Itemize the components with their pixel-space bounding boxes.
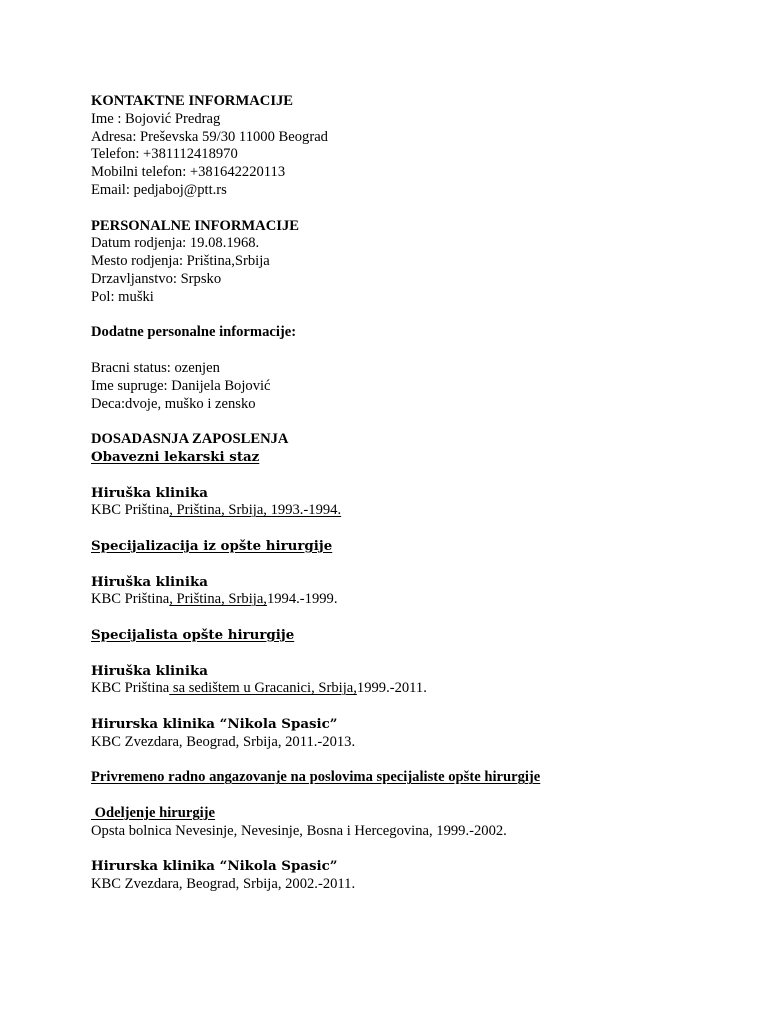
personal-citizenship: Drzavljanstvo: Srpsko — [91, 270, 222, 287]
additional-marital: Bracni status: ozenjen — [91, 359, 220, 376]
contact-name: Ime : Bojović Predrag — [91, 110, 221, 127]
contact-mobile: Mobilni telefon: +381642220113 — [91, 164, 286, 181]
entry-org: Hirurska klinika “Nikola Spasic” — [91, 858, 338, 875]
entry-detail-plain: KBC Priština — [91, 502, 170, 519]
section-title: Specijalizacija iz opšte hirurgije — [91, 537, 333, 554]
entry-detail-tail: 1994.-1999. — [266, 591, 338, 608]
contact-phone: Telefon: +381112418970 — [91, 146, 238, 163]
personal-sex: Pol: muški — [91, 288, 154, 305]
entry-org: Hirurska klinika “Nikola Spasic” — [91, 715, 338, 732]
entry-detail-plain: KBC Priština — [91, 680, 170, 697]
entry-detail-plain: KBC Zvezdara, Beograd, Srbija, 2011.-2013. — [91, 733, 356, 750]
contact-email: Email: pedjaboj@ptt.rs — [91, 181, 227, 198]
entry-detail — [91, 591, 731, 609]
entry-detail-underlined: , Priština, Srbija, 1993.-1994. — [169, 502, 342, 519]
entry-detail-underlined: sa sedištem u Gracanici, Srbija, — [169, 680, 357, 697]
entry-org: Hiruška klinika — [91, 484, 208, 501]
entry-detail-plain: KBC Zvezdara, Beograd, Srbija, 2002.-2011. — [91, 876, 356, 893]
additional-heading: Dodatne personalne informacije: — [91, 324, 297, 341]
contact-heading: KONTAKTNE INFORMACIJE — [91, 93, 294, 109]
entry-detail — [91, 680, 731, 698]
entry-org: Hiruška klinika — [91, 662, 208, 679]
section-title: Specijalista opšte hirurgije — [91, 626, 295, 643]
entry-detail — [91, 502, 731, 520]
entry-detail-plain: Opsta bolnica Nevesinje, Nevesinje, Bosna i Hercegovina, 1999.-2002. — [91, 822, 507, 839]
entry-detail-tail: 1999.-2011. — [356, 680, 427, 697]
entry-org — [91, 805, 731, 823]
contact-address: Adresa: Preševska 59/30 11000 Beograd — [91, 128, 328, 145]
entry-detail-underlined: , Priština, Srbija, — [169, 591, 267, 608]
section-title: Privremeno radno angazovanje na poslovima specijaliste opšte hirurgije — [91, 769, 541, 786]
entry-detail — [91, 734, 731, 752]
additional-children: Deca:dvoje, muško i zensko — [91, 395, 256, 412]
personal-heading: PERSONALNE INFORMACIJE — [91, 217, 299, 234]
section-title: Obavezni lekarski staz — [91, 448, 260, 465]
personal-birth-date: Datum rodjenja: 19.08.1968. — [91, 235, 260, 252]
cv-document — [91, 93, 731, 894]
entry-org: Hiruška klinika — [91, 573, 208, 590]
entry-detail — [91, 876, 731, 894]
personal-birth-place: Mesto rodjenja: Priština,Srbija — [91, 253, 270, 270]
entry-detail — [91, 823, 731, 841]
entry-org-text: Odeljenje hirurgije — [91, 804, 216, 821]
entry-detail-plain: KBC Priština — [91, 591, 170, 608]
employment-heading: DOSADASNJA ZAPOSLENJA — [91, 431, 289, 448]
additional-spouse: Ime supruge: Danijela Bojović — [91, 377, 271, 394]
